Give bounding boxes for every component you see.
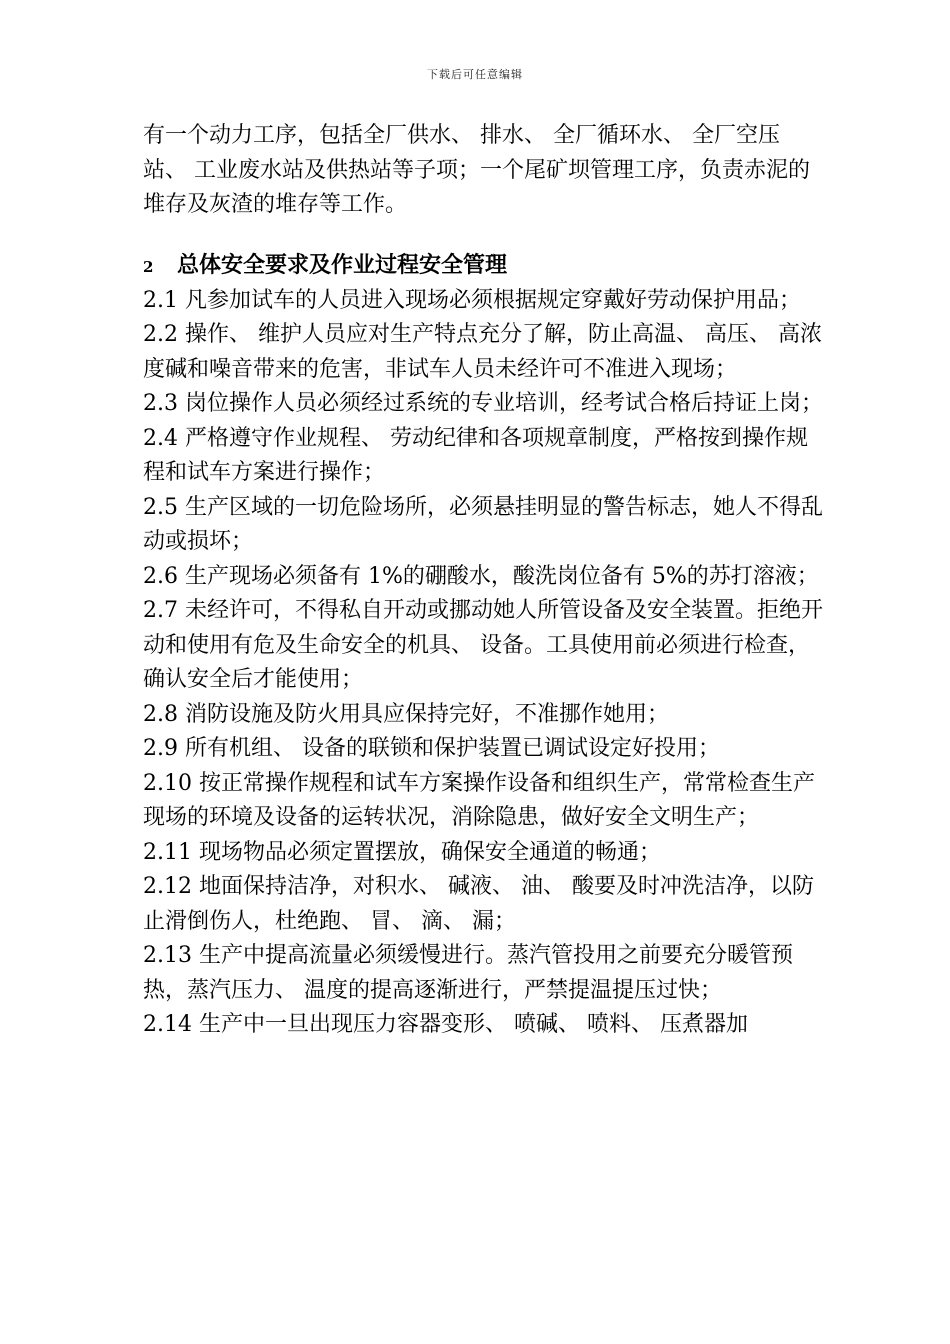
list-item: 2.8 消防设施及防火用具应保持完好，不准挪作她用；: [143, 701, 669, 727]
list-item: 2.13 生产中提高流量必须缓慢进行。蒸汽管投用之前要充分暖管预热，蒸汽压力、 温度的提高逐渐进行，严禁提温提压过快；: [143, 943, 793, 1003]
section-title: 总体安全要求及作业过程安全管理: [177, 252, 508, 278]
section-heading: [143, 249, 823, 284]
list-item: 2.11 现场物品必须定置摆放，确保安全通道的畅通；: [143, 839, 661, 865]
list-item: 2.12 地面保持洁净，对积水、 碱液、 油、 酸要及时冲洗洁净，以防止滑倒伤人，杜绝跑、 冒、 滴、 漏；: [143, 874, 814, 934]
list-item: 2.6 生产现场必须备有 1%的硼酸水，酸洗岗位备有 5%的苏打溶液；: [143, 563, 819, 589]
list-item: 2.10 按正常操作规程和试车方案操作设备和组织生产，常常检查生产现场的环境及设备的运转状况，消除隐患，做好安全文明生产；: [143, 770, 815, 830]
list-item: 2.3 岗位操作人员必须经过系统的专业培训，经考试合格后持证上岗；: [143, 391, 823, 416]
document-body: [143, 119, 823, 1043]
section-number: 2: [143, 257, 154, 276]
list-item: 2.2 操作、 维护人员应对生产特点充分了解，防止高温、 高压、 高浓度碱和噪音带来的危害，非试车人员未经许可不准进入现场；: [143, 322, 822, 382]
list-item: 2.9 所有机组、 设备的联锁和保护装置已调试设定好投用；: [143, 736, 720, 761]
list-item: 2.5 生产区域的一切危险场所，必须悬挂明显的警告标志，她人不得乱动或损坏；: [143, 494, 823, 554]
header-note: 下载后可任意编辑: [427, 68, 523, 81]
list-item: 2.1 凡参加试车的人员进入现场必须根据规定穿戴好劳动保护用品；: [143, 287, 801, 313]
list-item: 2.14 生产中一旦出现压力容器变形、 喷碱、 喷料、 压煮器加: [143, 1012, 748, 1037]
list-item: 2.4 严格遵守作业规程、 劳动纪律和各项规章制度，严格按到操作规程和试车方案进行操作；: [143, 425, 808, 485]
intro-paragraph: 有一个动力工序，包括全厂供水、 排水、 全厂循环水、 全厂空压站、 工业废水站及供热站等子项；一个尾矿坝管理工序，负责赤泥的堆存及灰渣的堆存等工作。: [143, 123, 810, 217]
list-item: 2.7 未经许可，不得私自开动或挪动她人所管设备及安全装置。拒绝开动和使用有危及生命安全的机具、 设备。工具使用前必须进行检查，确认安全后才能使用；: [143, 598, 823, 692]
